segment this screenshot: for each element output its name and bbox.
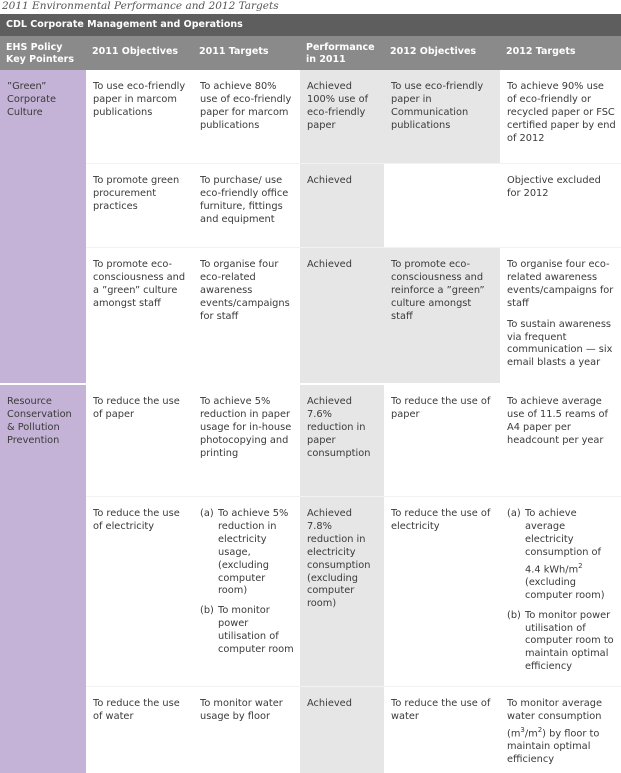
- list-text: To achieve 5% reduction in electricity usage, (excluding computer room): [218, 508, 289, 597]
- row4-2012-objective: To reduce the use of paper: [384, 385, 500, 497]
- row6-performance: Achieved: [300, 687, 384, 773]
- list-marker: (a): [507, 508, 521, 519]
- row3-2012-target-part1: To organise four eco-related awareness events/campaigns for staff: [507, 259, 614, 309]
- header-performance-2011: Performance in 2011: [300, 36, 384, 70]
- row1-2011-target: To achieve 80% use of eco-friendly paper for marcom publications: [193, 70, 300, 164]
- policy-green-culture: ”Green” Corporate Culture: [0, 70, 86, 383]
- row5-2011-objective: To reduce the use of electricity: [86, 497, 193, 687]
- row6-2012-target: [500, 687, 621, 773]
- row3-2012-target: [500, 248, 621, 383]
- list-text: [525, 508, 616, 603]
- row1-2011-objective: To use eco-friendly paper in marcom publications: [86, 70, 193, 164]
- row-separator: [86, 163, 621, 164]
- list-marker: (a): [200, 508, 214, 519]
- header-2011-objectives: 2011 Objectives: [86, 36, 193, 70]
- row-separator: [86, 247, 621, 248]
- row2-2012-objective: [384, 164, 500, 248]
- row1-2012-objective: To use eco-friendly paper in Communication publications: [384, 70, 500, 164]
- row5-2012-objective: To reduce the use of electricity: [384, 497, 500, 687]
- row4-2012-target: To achieve average use of 11.5 reams of A4 paper per headcount per year: [500, 385, 621, 497]
- superscript: 3: [520, 725, 525, 734]
- row4-2011-objective: To reduce the use of paper: [86, 385, 193, 497]
- row5-2011-target-item-a: [200, 508, 295, 598]
- list-text: To monitor power utilisation of computer room to maintain optimal efficiency: [525, 609, 614, 673]
- row4-performance: Achieved 7.6% reduction in paper consumption: [300, 385, 384, 497]
- row1-2012-target: To achieve 90% use of eco-friendly or recycled paper or FSC certified paper by end of 2012: [500, 70, 621, 164]
- list-text: To monitor power utilisation of computer room: [218, 605, 294, 656]
- row2-performance: Achieved: [300, 164, 384, 248]
- row5-2011-target-item-b: [200, 605, 295, 657]
- row3-2011-target: To organise four eco-related awareness events/campaigns for staff: [193, 248, 300, 383]
- row3-2012-target-part2: To sustain awareness via frequent communication — six email blasts a year: [507, 318, 613, 369]
- row3-2011-objective: To promote eco-consciousness and a ”green” culture amongst staff: [86, 248, 193, 383]
- header-2011-targets: 2011 Targets: [193, 36, 300, 70]
- table-caption: 2011 Environmental Performance and 2012 Targets: [2, 0, 279, 12]
- text-part: To achieve average electricity consumption of 4.4 kWh/m: [525, 508, 601, 575]
- row6-2012-objective: To reduce the use of water: [384, 687, 500, 773]
- header-2012-targets: 2012 Targets: [500, 36, 621, 70]
- row6-2011-objective: To reduce the use of water: [86, 687, 193, 773]
- header-2012-objectives: 2012 Objectives: [384, 36, 500, 70]
- text-part: (excluding computer room): [525, 576, 605, 601]
- row2-2011-target: To purchase/ use eco-friendly office furniture, fittings and equipment: [193, 164, 300, 248]
- row5-2012-target-item-a: [507, 508, 616, 603]
- row2-2012-target: Objective excluded for 2012: [500, 164, 621, 248]
- list-marker: (b): [507, 609, 521, 621]
- superscript: 2: [537, 725, 543, 734]
- text-part: /m: [524, 728, 538, 740]
- text-part: ) by floor to maintain optimal efficiency: [507, 728, 600, 765]
- superscript: 2: [578, 561, 583, 570]
- row6-2011-target: To monitor water usage by floor: [193, 687, 300, 773]
- row5-2012-target-item-b: [507, 610, 616, 675]
- row1-performance: Achieved 100% use of eco-friendly paper: [300, 70, 384, 164]
- row5-2012-target: [500, 497, 621, 687]
- row4-2011-target: To achieve 5% reduction in paper usage for in-house photocopying and printing: [193, 385, 300, 497]
- row2-2011-objective: To promote green procurement practices: [86, 164, 193, 248]
- text-part: To monitor average water consumption (m: [507, 698, 602, 740]
- table-banner: CDL Corporate Management and Operations: [0, 14, 621, 36]
- row5-2011-target: [193, 497, 300, 687]
- row-separator: [86, 686, 621, 687]
- list-marker: (b): [200, 605, 214, 617]
- policy-resource-conservation: Resource Conservation & Pollution Prevention: [0, 385, 86, 773]
- row3-performance: Achieved: [300, 248, 384, 383]
- row3-2012-objective: To promote eco-consciousness and reinforce a ”green” culture amongst staff: [384, 248, 500, 383]
- row5-performance: Achieved 7.8% reduction in electricity consumption (excluding computer room): [300, 497, 384, 687]
- row-separator: [86, 496, 621, 497]
- header-policy: EHS Policy Key Pointers: [0, 36, 86, 70]
